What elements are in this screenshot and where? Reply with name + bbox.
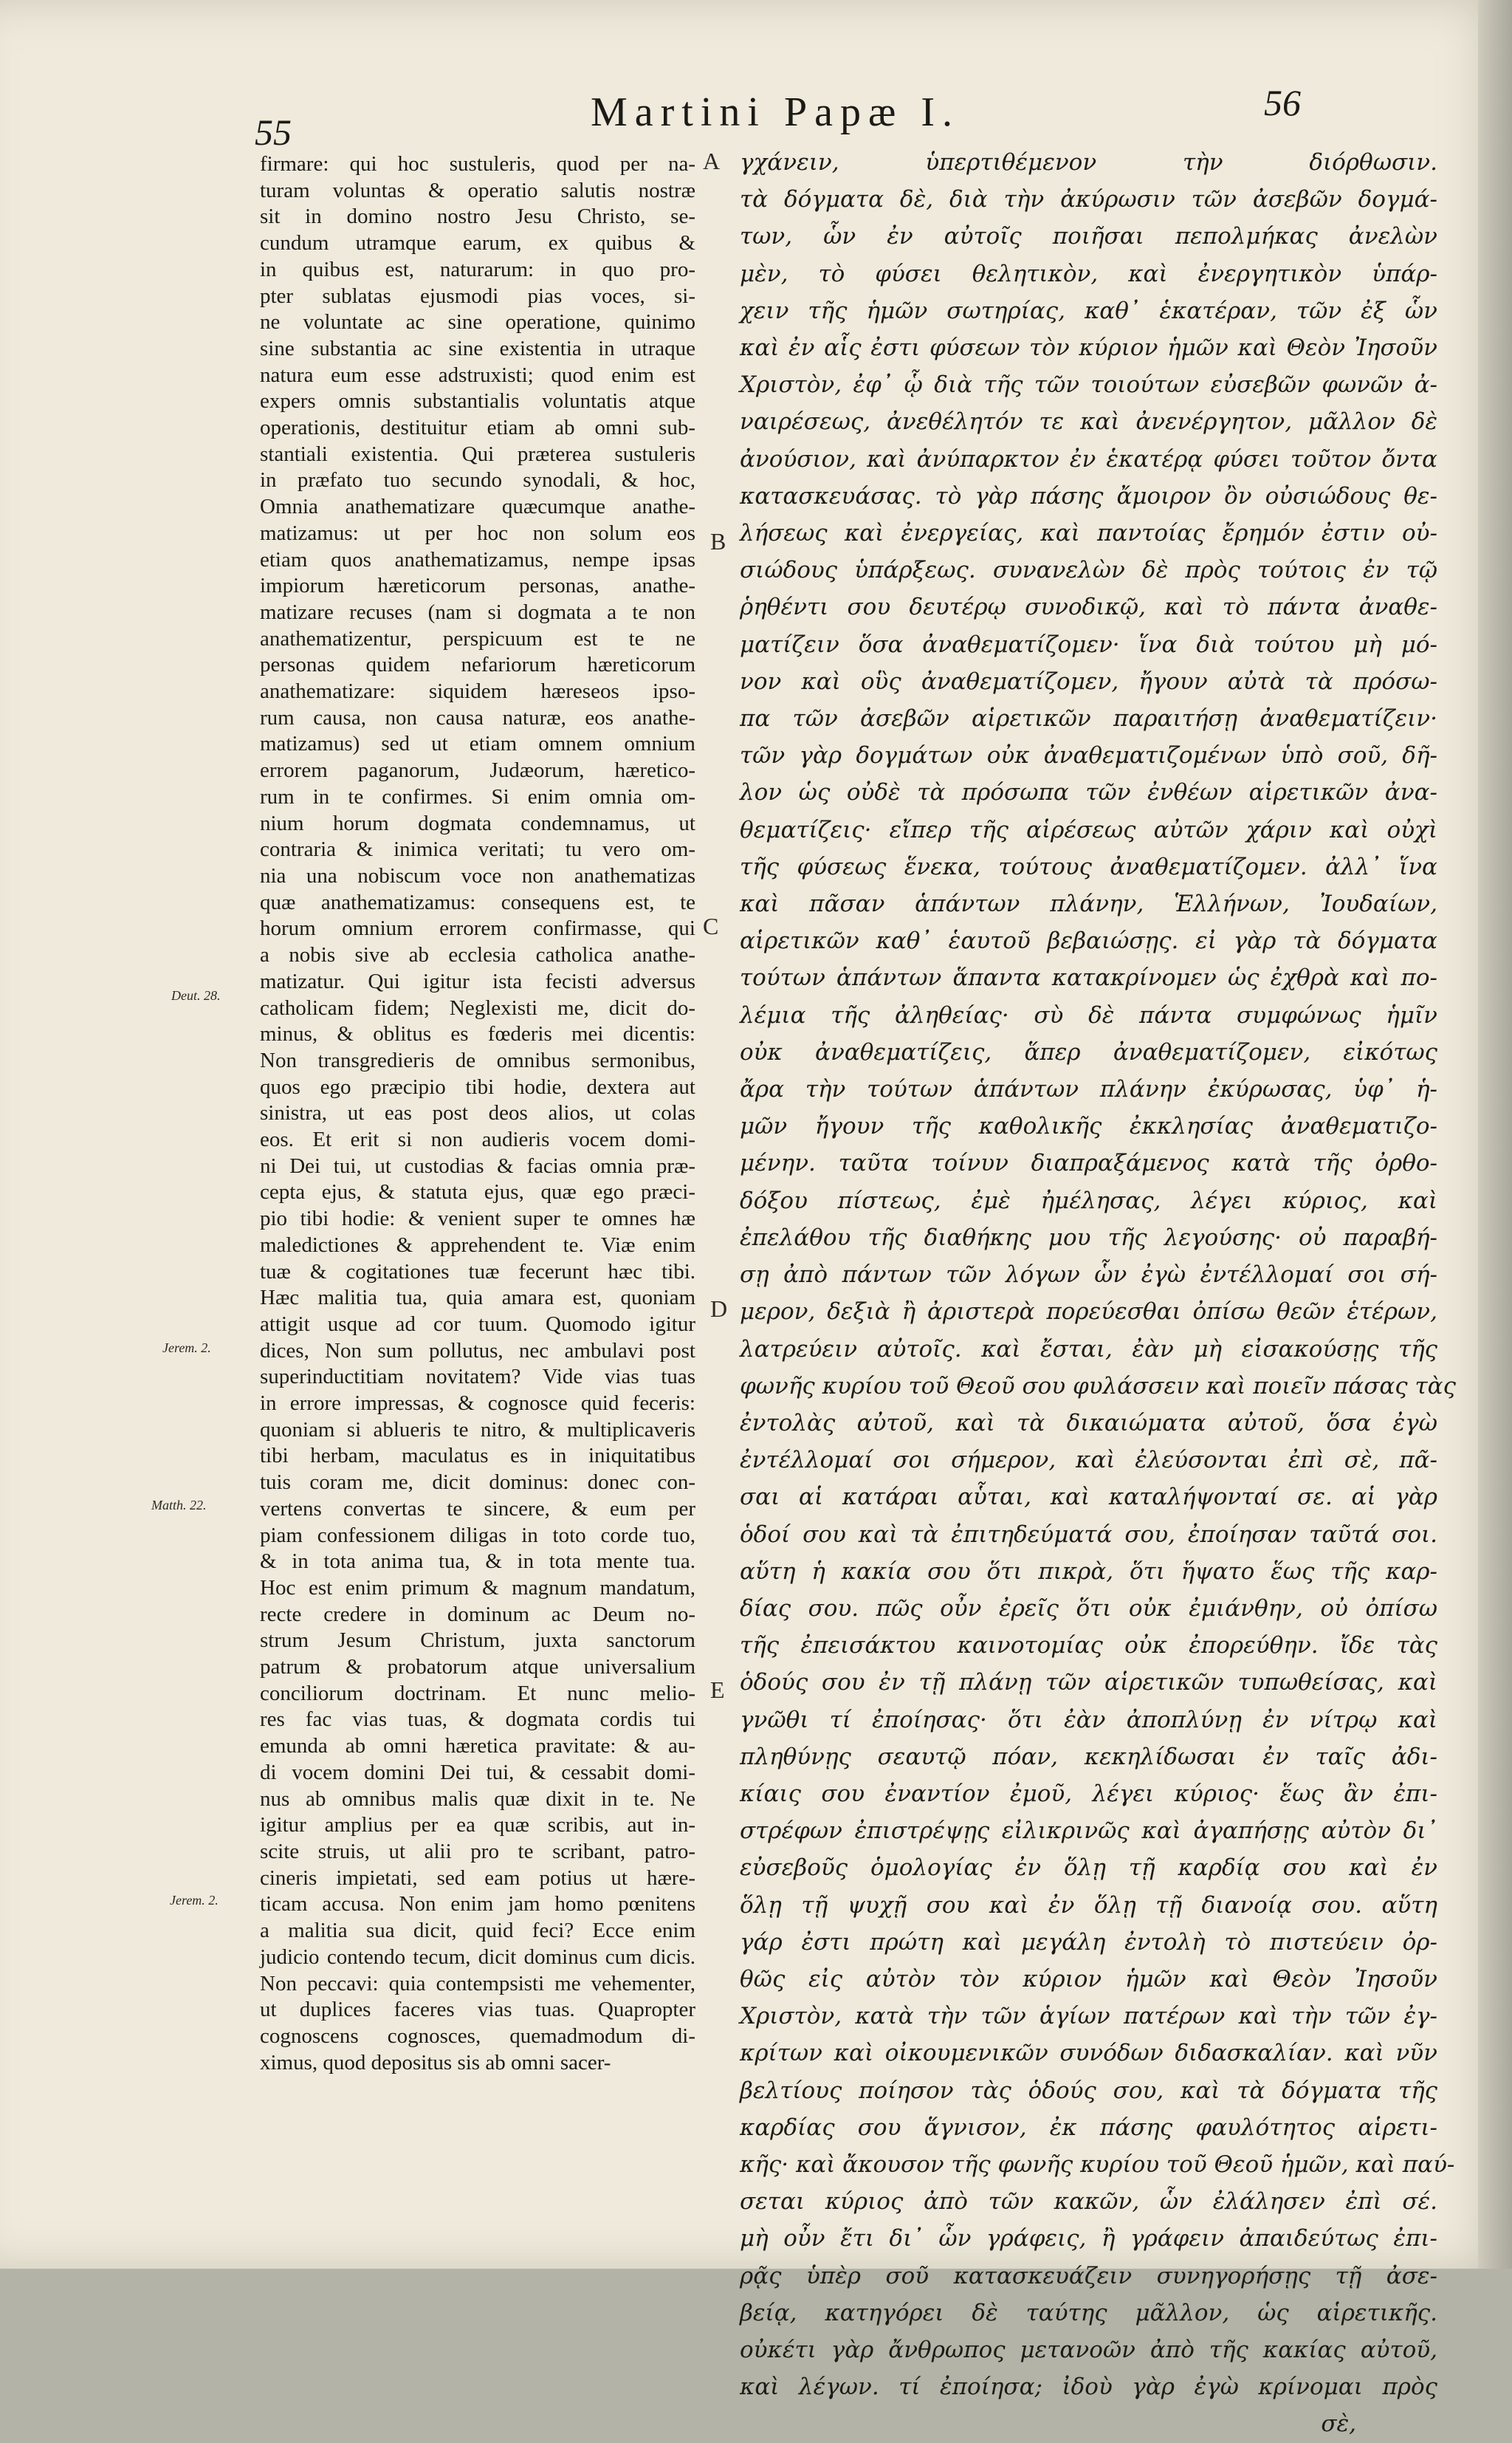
text-line: in quibus est, naturarum: in quo pro- <box>260 257 695 281</box>
text-line: minus, & oblitus es fœderis mei dicentis: <box>260 1022 695 1046</box>
text-line: φωνῆς κυρίου τοῦ Θεοῦ σου φυλάσσειν καὶ ποιεῖν πάσας τὰς <box>740 1372 1456 1399</box>
text-line: conciliorum doctrinam. Et nunc melio- <box>260 1681 695 1705</box>
text-line: quoniam si ablueris te nitro, & multiplicaveris <box>260 1417 695 1442</box>
text-line: expers omnis substantialis voluntatis atque <box>260 389 695 414</box>
text-line: attigit usque ad cor tuum. Quomodo igitur <box>260 1312 695 1336</box>
text-line: rum in te confirmes. Si enim omnia om- <box>260 784 695 809</box>
text-line: καὶ ἐν αἷς ἐστι φύσεων τὸν κύριον ἡμῶν καὶ Θεὸν Ἰησοῦν <box>740 335 1437 362</box>
text-line: ximus, quod depositus sis ab omni sacer- <box>260 2050 611 2074</box>
text-line: firmare: qui hoc sustuleris, quod per na- <box>260 152 695 176</box>
text-line: οὐκέτι γὰρ ἄνθρωπος μετανοῶν ἀπὸ τῆς κακίας αὐτοῦ, <box>740 2336 1437 2363</box>
text-line: judicio contendo tecum, dicit dominus cum dicis. <box>260 1945 695 1969</box>
text-line: a nobis sive ab ecclesia catholica anathe- <box>260 943 695 967</box>
text-line: cundum utramque earum, ex quibus & <box>260 231 695 256</box>
text-line: igitur amplius per ea quæ scribis, aut in- <box>260 1813 695 1837</box>
text-line: pter sublatas ejusmodi pias voces, si- <box>260 284 695 308</box>
text-line: σῃ ἀπὸ πάντων τῶν λόγων ὧν ἐγὼ ἐντέλλομαί σοι σή- <box>740 1261 1437 1289</box>
text-line: καὶ λέγων. τί ἐποίησα; ἰδοὺ γὰρ ἐγὼ κρίνομαι πρὸς <box>740 2374 1437 2401</box>
text-line: Hoc est enim primum & magnum mandatum, <box>260 1575 695 1600</box>
text-line: di vocem domini Dei tui, & cessabit domi- <box>260 1760 695 1784</box>
text-line: catholicam fidem; Neglexisti me, dicit do- <box>260 996 695 1020</box>
text-line: εὐσεβοῦς ὁμολογίας ἐν ὅλῃ τῇ καρδίᾳ σου καὶ ἐν <box>740 1854 1437 1882</box>
text-line: κατασκευάσας. τὸ γὰρ πάσης ἄμοιρον ὂν οὐσιώδους θε- <box>740 482 1437 510</box>
text-line: sine substantia ac sine existentia in utraque <box>260 336 695 360</box>
text-line: ὁδοί σου καὶ τὰ ἐπιτηδεύματά σου, ἐποίησαν ταῦτά σοι. <box>740 1521 1437 1548</box>
text-line: matizamus: ut per hoc non solum eos <box>260 521 695 545</box>
text-line: Χριστὸν, ἐφ᾽ ᾧ διὰ τῆς τῶν τοιούτων εὐσεβῶν φωνῶν ἀ- <box>740 371 1437 399</box>
text-line: δόξου πίστεως, ἐμὲ ἠμέλησας, λέγει κύριος, καὶ <box>740 1187 1437 1214</box>
text-line: Χριστὸν, κατὰ τὴν τῶν ἁγίων πατέρων καὶ τὴν τῶν ἐγ- <box>740 2003 1437 2030</box>
text-line: θῶς εἰς αὐτὸν τὸν κύριον ἡμῶν καὶ Θεὸν Ἰησοῦν <box>740 1965 1437 1993</box>
text-line: θεματίζεις· εἴπερ τῆς αἱρέσεως αὐτῶν χάριν καὶ οὐχὶ <box>740 816 1437 843</box>
text-line: superinductitiam novitatem? Vide vias tuas <box>260 1365 695 1389</box>
text-line: ναιρέσεως, ἀνεθέλητόν τε καὶ ἀνενέργητον, μᾶλλον δὲ <box>740 408 1437 436</box>
text-line: horum omnium errorem confirmasse, qui <box>260 916 695 941</box>
text-line: ὅλῃ τῇ ψυχῇ σου καὶ ἐν ὅλῃ τῇ διανοίᾳ σου. αὕτη <box>740 1891 1437 1919</box>
text-line: οὐκ ἀναθεματίζεις, ἅπερ ἀναθεματίζομεν, εἰκότως <box>740 1038 1437 1066</box>
text-line: turam voluntas & operatio salutis nostræ <box>260 178 695 202</box>
text-line: σιώδους ὑπάρξεως. συνανελὼν δὲ πρὸς τούτοις ἐν τῷ <box>740 557 1437 584</box>
text-line: ticam accusa. Non enim jam homo pœnitens <box>260 1892 695 1916</box>
section-letter: A <box>703 148 721 174</box>
text-line: emunda ab omni hæretica pravitate: & au- <box>260 1734 695 1758</box>
text-line: κίαις σου ἐναντίον ἐμοῦ, λέγει κύριος· ἕως ἂν ἐπι- <box>740 1780 1437 1807</box>
text-line: errorem paganorum, Judæorum, hæretico- <box>260 758 695 783</box>
text-line: ἐπελάθου τῆς διαθήκης μου τῆς λεγούσης· οὐ παραβή- <box>740 1224 1437 1251</box>
text-line: matizatur. Qui igitur ista fecisti adversus <box>260 969 695 993</box>
text-line: τῶν γὰρ δογμάτων οὐκ ἀναθεματιζομένων ὑπὸ σοῦ, δῆ- <box>740 742 1437 770</box>
text-line: cognoscens cognosces, quemadmodum di- <box>260 2024 695 2048</box>
text-line: λήσεως καὶ ἐνεργείας, καὶ παντοίας ἔρημόν ἐστιν οὐ- <box>740 520 1437 547</box>
text-line: patrum & probatorum atque universalium <box>260 1655 695 1679</box>
text-line: dices, Non sum pollutus, nec ambulavi post <box>260 1338 695 1363</box>
text-line: scite struis, ut alii pro te scribant, patro- <box>260 1840 695 1863</box>
text-line: τῆς φύσεως ἕνεκα, τούτους ἀναθεματίζομεν. ἀλλ᾽ ἵνα <box>740 853 1437 880</box>
page-gutter <box>1478 0 1512 2269</box>
text-line: γχάνειν, ὑπερτιθέμενον τὴν διόρθωσιν. <box>740 149 1437 176</box>
text-line: eos. Et erit si non audieris vocem domi- <box>260 1128 695 1152</box>
text-line: vertens convertas te sincere, & eum per <box>260 1496 695 1521</box>
text-line: τῆς ἐπεισάκτου καινοτομίας οὐκ ἐπορεύθην. ἴδε τὰς <box>740 1632 1437 1659</box>
running-head: Martini Papæ I. <box>591 89 960 135</box>
text-line: sit in domino nostro Jesu Christo, se- <box>260 205 695 229</box>
text-line: κρίτων καὶ οἰκουμενικῶν συνόδων διδασκαλίαν. καὶ νῦν <box>740 2040 1437 2067</box>
text-line: χειν τῆς ἡμῶν σωτηρίας, καθ᾽ ἑκατέραν, τῶν ἐξ ὧν <box>740 297 1437 324</box>
text-line: in errore impressas, & cognosce quid feceris: <box>260 1391 695 1416</box>
text-line: λον ὡς οὐδὲ τὰ πρόσωπα τῶν ἐνθέων αἱρετικῶν ἀνα- <box>740 779 1437 806</box>
text-line: tibi herbam, maculatus es in iniquitatibus <box>260 1444 695 1468</box>
text-line: anathematizentur, perspicuum est te ne <box>260 626 695 651</box>
text-line: αὕτη ἡ κακία σου ὅτι πικρὰ, ὅτι ἥψατο ἕως τῆς καρ- <box>740 1558 1437 1585</box>
text-line: Non transgredieris de omnibus sermonibus, <box>260 1048 695 1072</box>
text-line: cepta ejus, & statuta ejus, quæ ego præci- <box>260 1180 695 1205</box>
text-line: μῶν ἤγουν τῆς καθολικῆς ἐκκλησίας ἀναθεματιζο- <box>740 1113 1437 1140</box>
text-line: των, ὧν ἐν αὐτοῖς ποιῆσαι πεπολμήκας ἀνελὼν <box>740 223 1437 250</box>
text-line: tuæ & cogitationes tuæ fecerunt hæc tibi. <box>260 1259 695 1284</box>
text-line: maledictiones & apprehendent te. Viæ enim <box>260 1233 695 1257</box>
text-line: ne voluntate ac sine operatione, quinimo <box>260 310 695 335</box>
text-line: Non peccavi: quia contempsisti me vehementer, <box>260 1971 695 1995</box>
text-line: αἱρετικῶν καθ᾽ ἑαυτοῦ βεβαιώσῃς. εἰ γὰρ τὰ δόγματα <box>740 928 1437 955</box>
text-line: βελτίους ποίησον τὰς ὁδούς σου, καὶ τὰ δόγματα τῆς <box>740 2077 1437 2104</box>
margin-ref: Deut. 28. <box>171 988 221 1003</box>
text-line: nia una nobiscum voce non anathematizas <box>260 863 695 888</box>
text-line: σαι αἱ κατάραι αὗται, καὶ καταλήψονταί σε. αἱ γὰρ <box>740 1484 1437 1511</box>
text-line: matizamus) sed ut etiam omnem omnium <box>260 732 695 756</box>
text-line: a malitia sua dicit, quid feci? Ecce enim <box>260 1919 695 1943</box>
page-number-left: 55 <box>255 112 292 153</box>
text-line: contraria & inimica veritati; tu vero om- <box>260 837 695 862</box>
text-line: in præfato tuo secundo synodali, & hoc, <box>260 468 695 493</box>
text-line: quos ego præcipio tibi hodie, dextera aut <box>260 1075 695 1099</box>
text-line: ῥηθέντι σου δευτέρῳ συνοδικῷ, καὶ τὸ πάντα ἀναθε- <box>740 594 1437 621</box>
text-line: cineris impietati, sed eam potius ut hære- <box>260 1865 695 1890</box>
text-line: natura eum esse adstruxisti; quod enim est <box>260 363 695 387</box>
text-line: Omnia anathematizare quæcumque anathe- <box>260 495 695 519</box>
text-line: nium horum dogmata condemnamus, ut <box>260 811 695 835</box>
text-line: nus ab omnibus malis quæ dixit in te. Ne <box>260 1786 695 1811</box>
text-line: matizare recuses (nam si dogmata a te non <box>260 600 695 624</box>
text-line: σεται κύριος ἀπὸ τῶν κακῶν, ὧν ἐλάλησεν ἐπὶ σέ. <box>740 2188 1437 2216</box>
text-line: personas quidem nefariorum hæreticorum <box>260 653 695 677</box>
text-line: quæ anathematizamus: consequens est, te <box>260 890 695 914</box>
section-letter: B <box>710 528 726 555</box>
text-line: τούτων ἁπάντων ἅπαντα κατακρίνομεν ὡς ἐχθρὰ καὶ πο- <box>740 964 1437 992</box>
margin-ref: Matth. 22. <box>151 1498 207 1512</box>
text-line: stantiali existentia. Qui præterea sustuleris <box>260 442 695 466</box>
text-line: τὰ δόγματα δὲ, διὰ τὴν ἀκύρωσιν τῶν ἀσεβῶν δογμά- <box>740 186 1437 213</box>
text-line: μένην. ταῦτα τοίνυν διαπραξάμενος κατὰ τῆς ὀρθο- <box>740 1150 1437 1177</box>
text-line: καρδίας σου ἅγνισον, ἐκ πάσης φαυλότητος αἱρετι- <box>740 2114 1437 2141</box>
section-letter: D <box>710 1295 728 1322</box>
text-line: λατρεύειν αὐτοῖς. καὶ ἔσται, ἐὰν μὴ εἰσακούσῃς τῆς <box>740 1335 1437 1363</box>
text-line: ρᾷς ὑπὲρ σοῦ κατασκευάζειν συνηγορήσῃς τῇ ἀσε- <box>740 2262 1437 2289</box>
text-line: strum Jesum Christum, juxta sanctorum <box>260 1628 695 1653</box>
text-line: μερον, δεξιὰ ἢ ἀριστερὰ πορεύεσθαι ὀπίσω θεῶν ἑτέρων, <box>740 1298 1437 1326</box>
margin-ref: Jerem. 2. <box>170 1893 219 1908</box>
text-line: στρέφων ἐπιστρέψῃς εἰλικρινῶς καὶ ἀγαπήσῃς αὐτὸν δι᾽ <box>740 1817 1437 1845</box>
text-line: res fac vias tuas, & dogmata cordis tui <box>260 1707 695 1732</box>
text-line: ἐντέλλομαί σοι σήμερον, καὶ ἐλεύσονται ἐπὶ σὲ, πᾶ- <box>740 1447 1437 1474</box>
section-letter: E <box>710 1676 725 1703</box>
text-line: πα τῶν ἀσεβῶν αἱρετικῶν παραιτήσῃ ἀναθεματίζειν· <box>740 705 1437 733</box>
text-line: κῆς· καὶ ἄκουσον τῆς φωνῆς κυρίου τοῦ Θεοῦ ἡμῶν, καὶ παύ- <box>740 2151 1455 2178</box>
text-line: μὴ οὖν ἔτι δι᾽ ὧν γράφεις, ἢ γράφειν ἀπαιδεύτως ἐπι- <box>740 2225 1437 2252</box>
text-line: μὲν, τὸ φύσει θελητικὸν, καὶ ἐνεργητικὸν ὑπάρ- <box>740 260 1437 287</box>
text-line: sinistra, ut eas post deos alios, ut colas <box>260 1101 695 1125</box>
text-line: impiorum hæreticorum personas, anathe- <box>260 574 695 598</box>
text-line: ἀνούσιον, καὶ ἀνύπαρκτον ἐν ἑκατέρᾳ φύσει τοῦτον ὄντα <box>740 445 1437 473</box>
section-letter: C <box>703 913 719 939</box>
text-line: Hæc malitia tua, quia amara est, quoniam <box>260 1286 695 1310</box>
text-line: anathematizare: siquidem hæreseos ipso- <box>260 679 695 704</box>
text-line: πληθύνῃς σεαυτῷ πόαν, κεκηλίδωσαι ἐν ταῖς ἀδι- <box>740 1743 1437 1770</box>
page-number-right: 56 <box>1264 82 1301 123</box>
text-line: σὲ, <box>1321 2411 1356 2438</box>
text-line: δίας σου. πῶς οὖν ἐρεῖς ὅτι οὐκ ἐμιάνθην, οὐ ὀπίσω <box>740 1594 1437 1622</box>
text-line: νον καὶ οὓς ἀναθεματίζομεν, ἤγουν αὐτὰ τὰ πρόσω- <box>740 668 1437 695</box>
text-line: tuis coram me, dicit dominus: donec con- <box>260 1470 695 1495</box>
text-line: etiam quos anathematizamus, nempe ipsas <box>260 547 695 572</box>
greek-column <box>740 144 1456 2438</box>
text-line: pio tibi hodie: & venient super te omnes hæ <box>260 1207 695 1231</box>
text-line: piam confessionem diligas in toto corde tuo, <box>260 1523 695 1547</box>
text-line: βείᾳ, κατηγόρει δὲ ταύτης μᾶλλον, ὡς αἱρετικῆς. <box>740 2299 1437 2326</box>
text-line: ut duplices faceres vias tuas. Quapropter <box>260 1998 695 2022</box>
text-line: καὶ πᾶσαν ἁπάντων πλάνην, Ἑλλήνων, Ἰουδαίων, <box>740 891 1437 918</box>
text-line: ἐντολὰς αὐτοῦ, καὶ τὰ δικαιώματα αὐτοῦ, ὅσα ἐγὼ <box>740 1409 1437 1436</box>
text-line: operationis, destituitur etiam ab omni sub- <box>260 416 695 440</box>
text-line: ὁδούς σου ἐν τῇ πλάνῃ τῶν αἱρετικῶν τυπωθείσας, καὶ <box>740 1669 1437 1696</box>
text-line: γάρ ἐστι πρώτη καὶ μεγάλη ἐντολὴ τὸ πιστεύειν ὀρ- <box>740 1928 1437 1956</box>
text-line: ni Dei tui, ut custodias & facias omnia præ- <box>260 1154 695 1178</box>
text-line: rum causa, non causa naturæ, eos anathe- <box>260 705 695 730</box>
text-line: λέμια τῆς ἀληθείας· σὺ δὲ πάντα συμφώνως ἡμῖν <box>740 1001 1437 1029</box>
text-line: γνῶθι τί ἐποίησας· ὅτι ἐὰν ἀποπλύνῃ ἐν νίτρῳ καὶ <box>740 1706 1437 1733</box>
text-line: & in tota anima tua, & in tota mente tua. <box>260 1549 695 1574</box>
text-line: ματίζειν ὅσα ἀναθεματίζομεν· ἵνα διὰ τούτου μὴ μό- <box>740 631 1437 658</box>
margin-ref: Jerem. 2. <box>162 1340 211 1355</box>
text-line: ἄρα τὴν τούτων ἁπάντων πλάνην ἐκύρωσας, ὑφ᾽ ἡ- <box>740 1076 1437 1103</box>
text-line: recte credere in dominum ac Deum no- <box>260 1602 695 1626</box>
latin-column <box>260 151 695 2074</box>
